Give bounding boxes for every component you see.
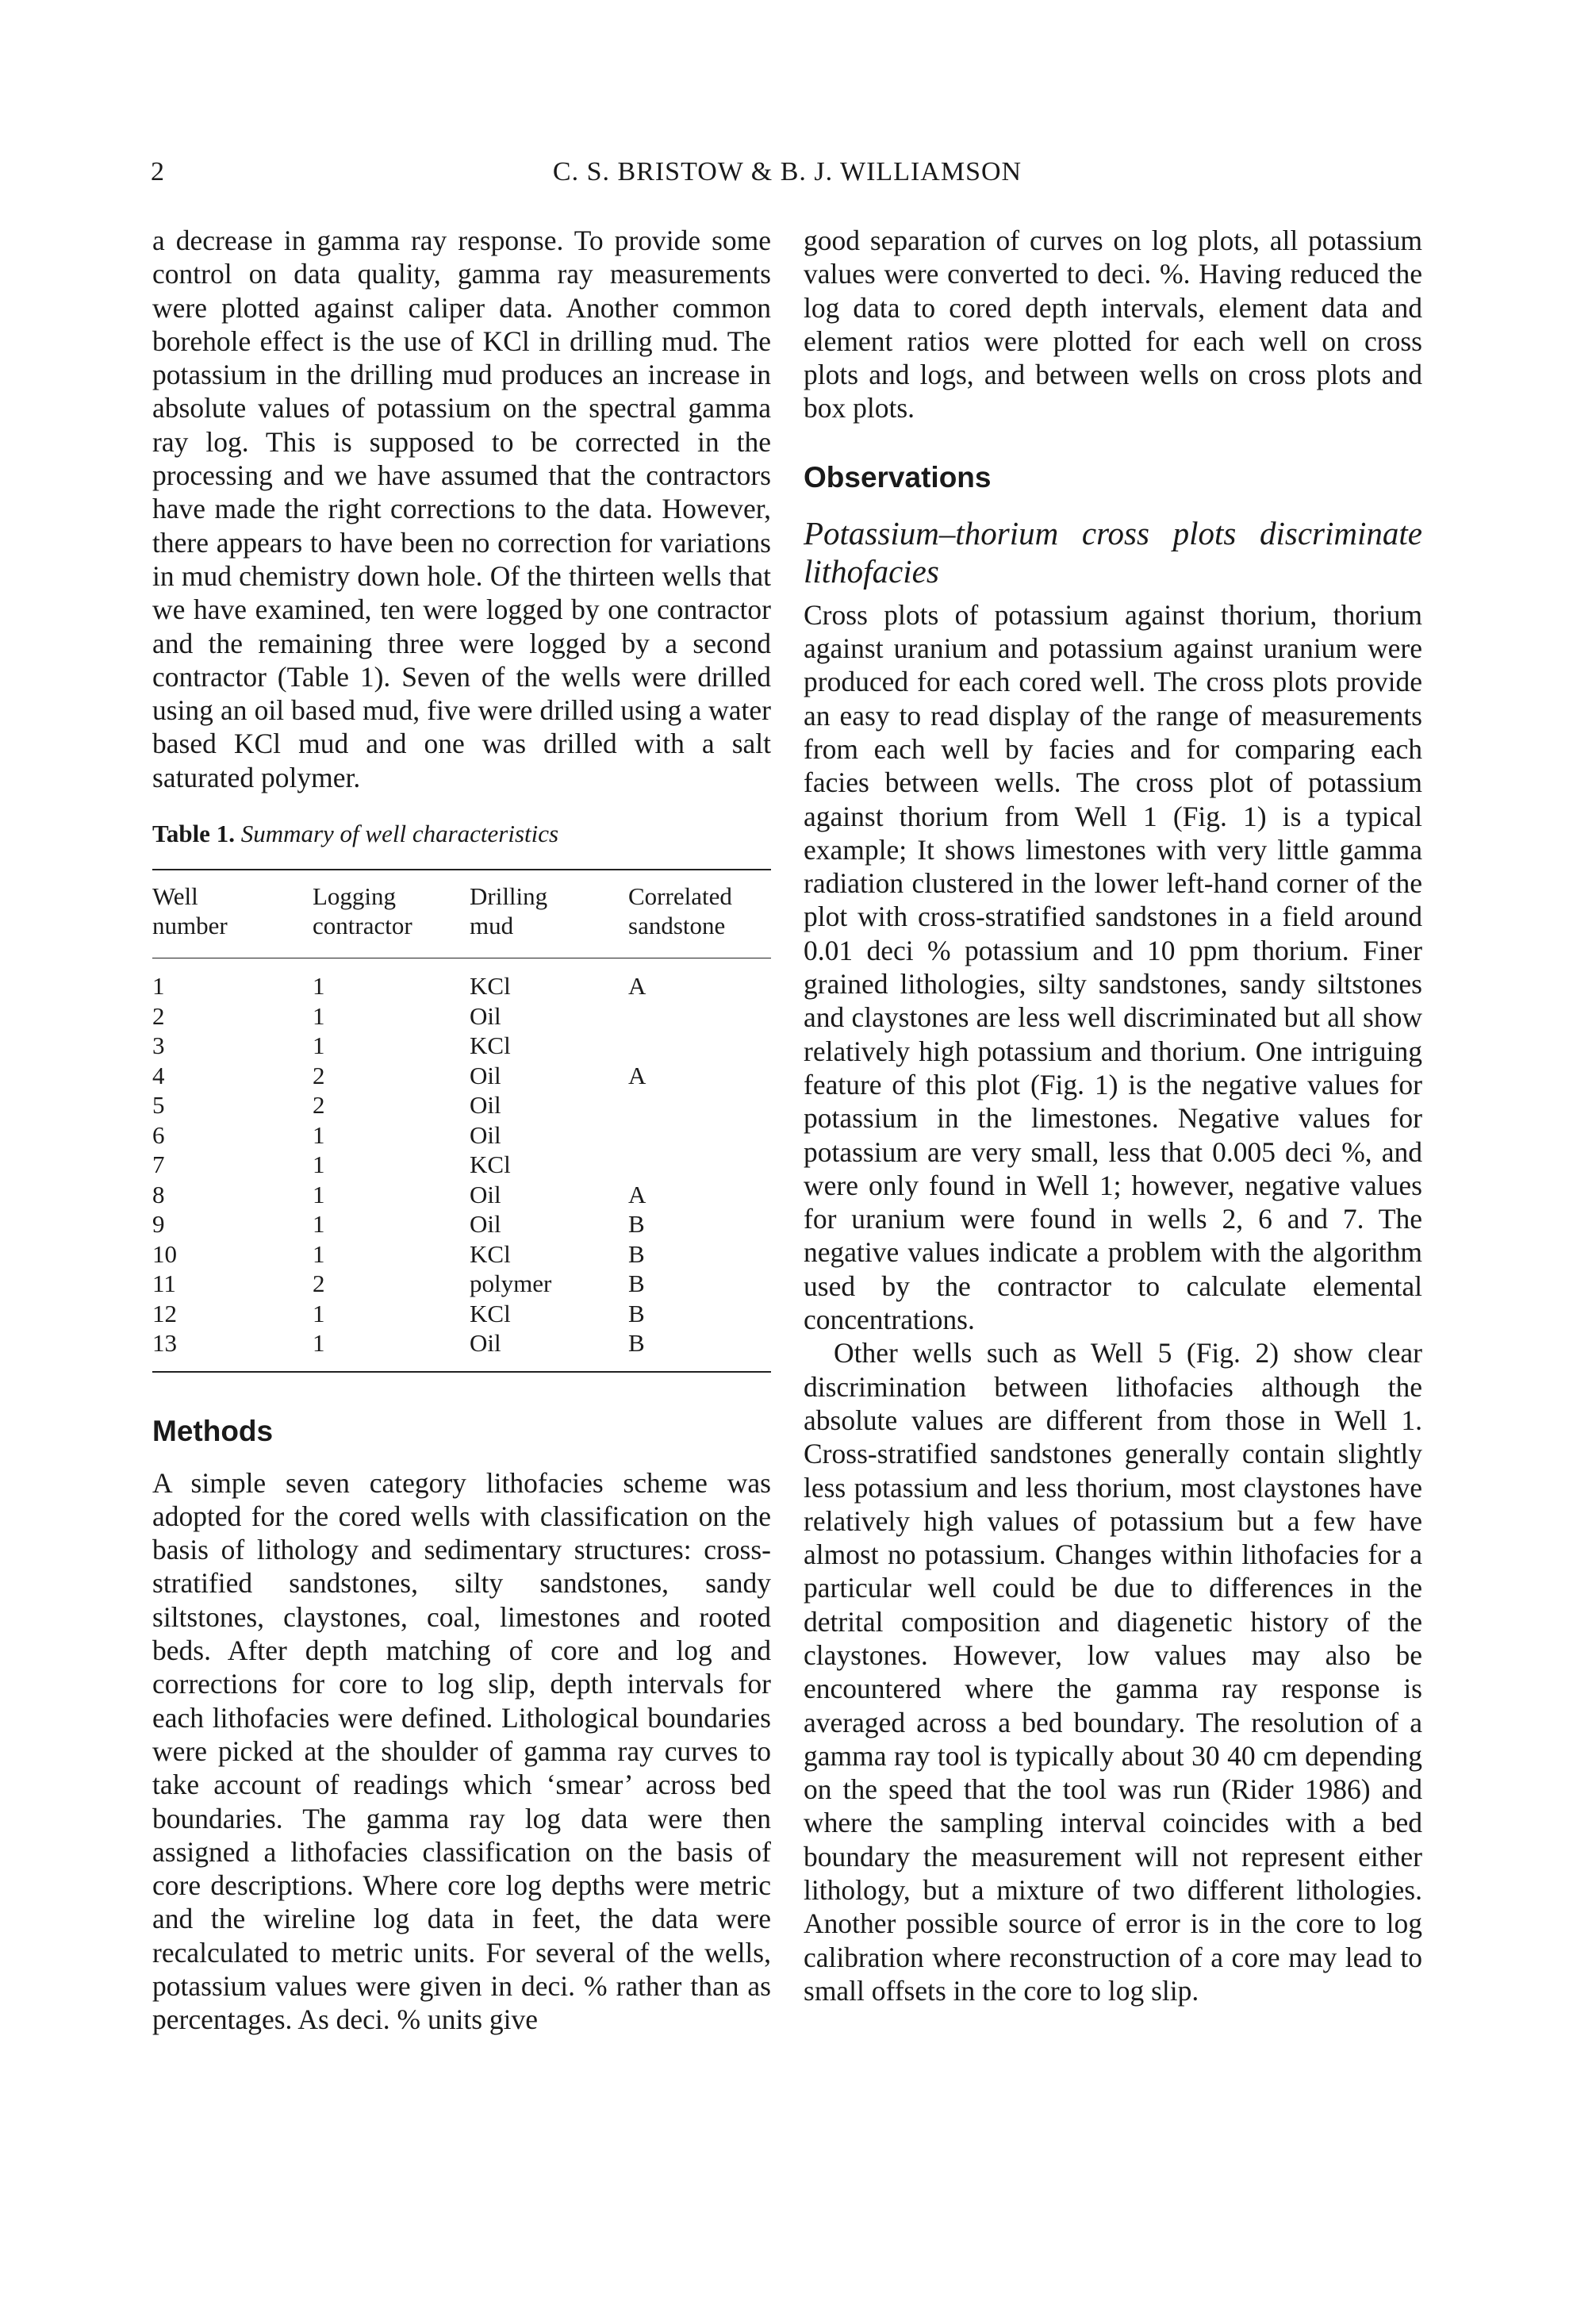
other-wells-paragraph: Other wells such as Well 5 (Fig. 2) show clear discrimination between lithofacies although the absolute values are different from those in Well 1. Cross-stratified sandstones generally contain slightly less potassium and less thorium, most claystones have relatively high values of potassium but a few have almost no potassium. Changes within lithofacies for a particular well could be due to differences in the detrital composition and diagenetic history of the claystones. However, low values may also be encountered where the gamma ray response is averaged across a bed boundary. The resolution of a gamma ray tool is typically about 30 40 cm depending on the speed that the tool was run (Rider 1986) and where the sampling interval coincides with a bed boundary the measurement will not represent either lithology, but a mixture of two different lithologies. Another possible source of error is in the core to log calibration where reconstruction of a core may lead to small offsets in the core to log slip. — [804, 1337, 1422, 2007]
table-row: 6 1 Oil — [152, 1120, 501, 1149]
table-caption-label: Table 1. — [152, 820, 235, 848]
methods-heading: Methods — [152, 1414, 274, 1447]
table-row: 4 2 Oil A — [152, 1061, 646, 1089]
table-row: 3 1 KCl — [152, 1031, 511, 1060]
right-column — [804, 224, 1422, 2007]
table-caption — [152, 818, 771, 850]
table-row: 7 1 KCl — [152, 1150, 511, 1179]
crossplots-paragraph: Cross plots of potassium against thorium, thorium against uranium and potassium against uranium were produced for each cored well. The cross plots provide an easy to read display of the range of measurements from each well by facies and for comparing each facies between wells. The cross plot of potassium against thorium from Well 1 (Fig. 1) is a typical example; It shows limestones with very little gamma radiation clustered in the lower left-hand corner of the plot with cross-stratified sandstones in a field around 0.01 deci % potassium and 10 ppm thorium. Finer grained lithologies, silty sandstones, sandy siltstones and claystones are less well discriminated but all show relatively high potassium and thorium. One intriguing feature of this plot (Fig. 1) is the negative values for potassium in the limestones. Negative values for potassium are very small, less that 0.005 deci %, and were only found in Well 1; however, negative values for uranium were found in wells 2, 6 and 7. The negative values indicate a problem with the algorithm used by the contractor to calculate elemental concentrations. — [804, 598, 1422, 1336]
table-row: 8 1 Oil A — [152, 1180, 646, 1208]
page-number: 2 — [151, 157, 164, 186]
table-row: 11 2 polymer B — [152, 1270, 645, 1298]
header-correlated-sandstone: Correlated sandstone — [628, 882, 732, 940]
well-characteristics-table — [152, 869, 771, 1373]
table-row: 13 1 Oil B — [152, 1329, 645, 1358]
header-well-number: Well number — [152, 882, 228, 940]
table-row: 12 1 KCl B — [152, 1299, 645, 1327]
header-drilling-mud: Drilling mud — [470, 882, 548, 940]
table-row: 10 1 KCl B — [152, 1239, 645, 1268]
header-logging-contractor: Logging contractor — [313, 882, 412, 940]
table-header-row — [152, 870, 771, 958]
table-row: 1 1 KCl A — [152, 972, 646, 1001]
intro-paragraph: a decrease in gamma ray response. To provide some control on data quality, gamma ray measurements were plotted against caliper data. Another common borehole effect is the use of KCl in drilling mud. The potassium in the drilling mud produces an increase in absolute values of potassium on the spectral gamma ray log. This is supposed to be corrected in the processing and we have assumed that the contractors have made the right corrections to the data. However, there appears to have been no correction for variations in mud chemistry down hole. Of the thirteen wells that we have examined, ten were logged by one contractor and the remaining three were logged by a second contractor (Table 1). Seven of the wells were drilled using an oil based mud, five were drilled using a water based KCl mud and one was drilled with a salt saturated polymer. — [152, 225, 771, 793]
left-column — [152, 224, 771, 2037]
methods-paragraph: A simple seven category lithofacies scheme was adopted for the cored wells with classification on the basis of lithology and sedimentary structures: cross-stratified sandstones, silty sandstones, sandy siltstones, claystones, coal, limestones and rooted beds. After depth matching of core and log and corrections for core to log slip, depth intervals for each lithofacies were defined. Lithological boundaries were picked at the shoulder of gamma ray curves to take account of readings which ‘smear’ across bed boundaries. The gamma ray log data were then assigned a lithofacies classification on the basis of core descriptions. Where core log depths were metric and the wireline log data in feet, the data were recalculated to metric units. For several of the wells, potassium values were given in deci. % rather than as percentages. As deci. % units give — [152, 1466, 771, 2036]
crossplot-subheading: Potassium–thorium cross plots discriminate lithofacies — [804, 514, 1422, 590]
table-row: 2 1 Oil — [152, 1001, 501, 1030]
observations-heading: Observations — [804, 460, 992, 494]
table-caption-title: Summary of well characteristics — [240, 820, 559, 848]
page-header — [151, 157, 1424, 205]
table-row: 5 2 Oil — [152, 1091, 501, 1120]
table-row: 9 1 Oil B — [152, 1210, 645, 1239]
continued-paragraph: good separation of curves on log plots, all potassium values were converted to deci. %. Having reduced the log data to cored depth intervals, element data and element ratios were plotted for each well on cross plots and logs, and between wells on cross plots and box plots. — [804, 225, 1422, 424]
running-head-authors: C. S. BRISTOW & B. J. WILLIAMSON — [552, 157, 1022, 186]
